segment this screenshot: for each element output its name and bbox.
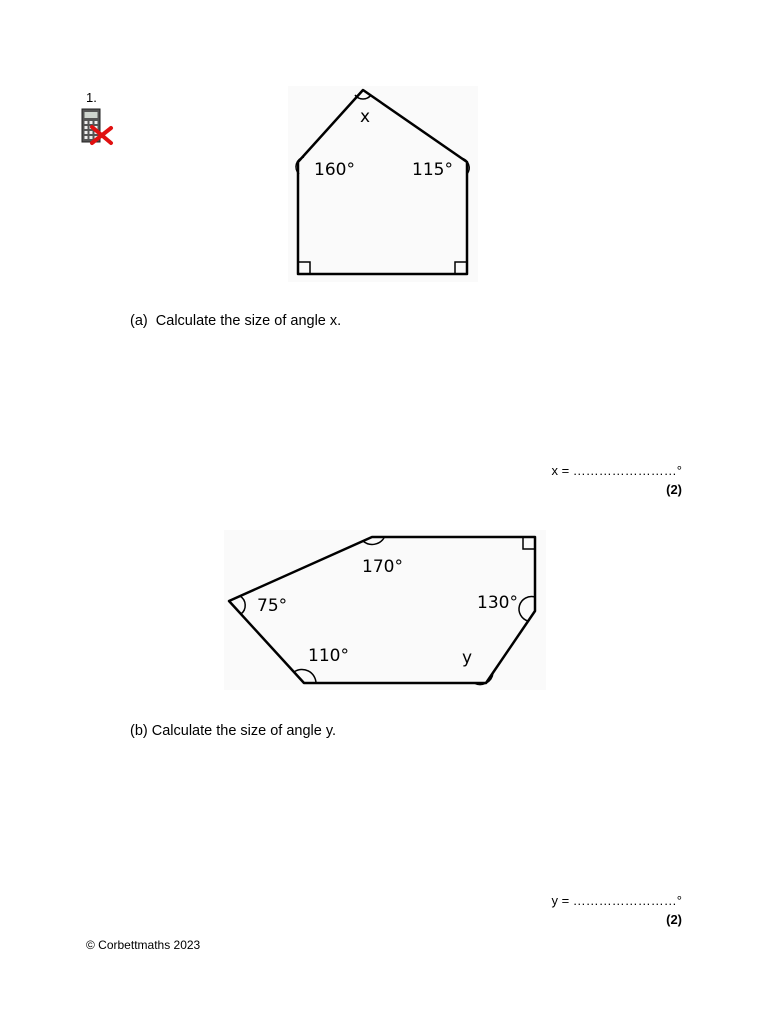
angle-115-label: 115° [412,160,453,180]
part-b-answer-line: y = ……………………° [551,893,682,908]
hexagon-figure [224,530,546,690]
angle-110-label: 110° [308,646,349,666]
angle-y-label: y [462,648,473,668]
part-b-label: (b) [130,723,148,739]
pentagon-figure [288,86,478,282]
angle-170-label: 170° [362,557,403,577]
angle-x-label: x [359,107,371,127]
part-b-marks: (2) [666,912,682,927]
part-b-question: Calculate the size of angle y. [151,723,337,739]
angle-130-label: 130° [477,593,518,613]
part-a-prompt [130,313,341,329]
part-a-question: Calculate the size of angle x. [155,313,342,329]
copyright-footer: © Corbettmaths 2023 [86,938,201,952]
part-a-answer-line: x = ……………………° [551,463,682,478]
no-calculator-icon [80,108,116,146]
angle-75-label: 75° [257,596,288,616]
question-number: 1. [86,90,97,105]
part-a-marks: (2) [666,482,682,497]
angle-160-label: 160° [314,160,355,180]
part-a-label: (a) [130,313,148,329]
part-b-prompt [130,723,336,739]
